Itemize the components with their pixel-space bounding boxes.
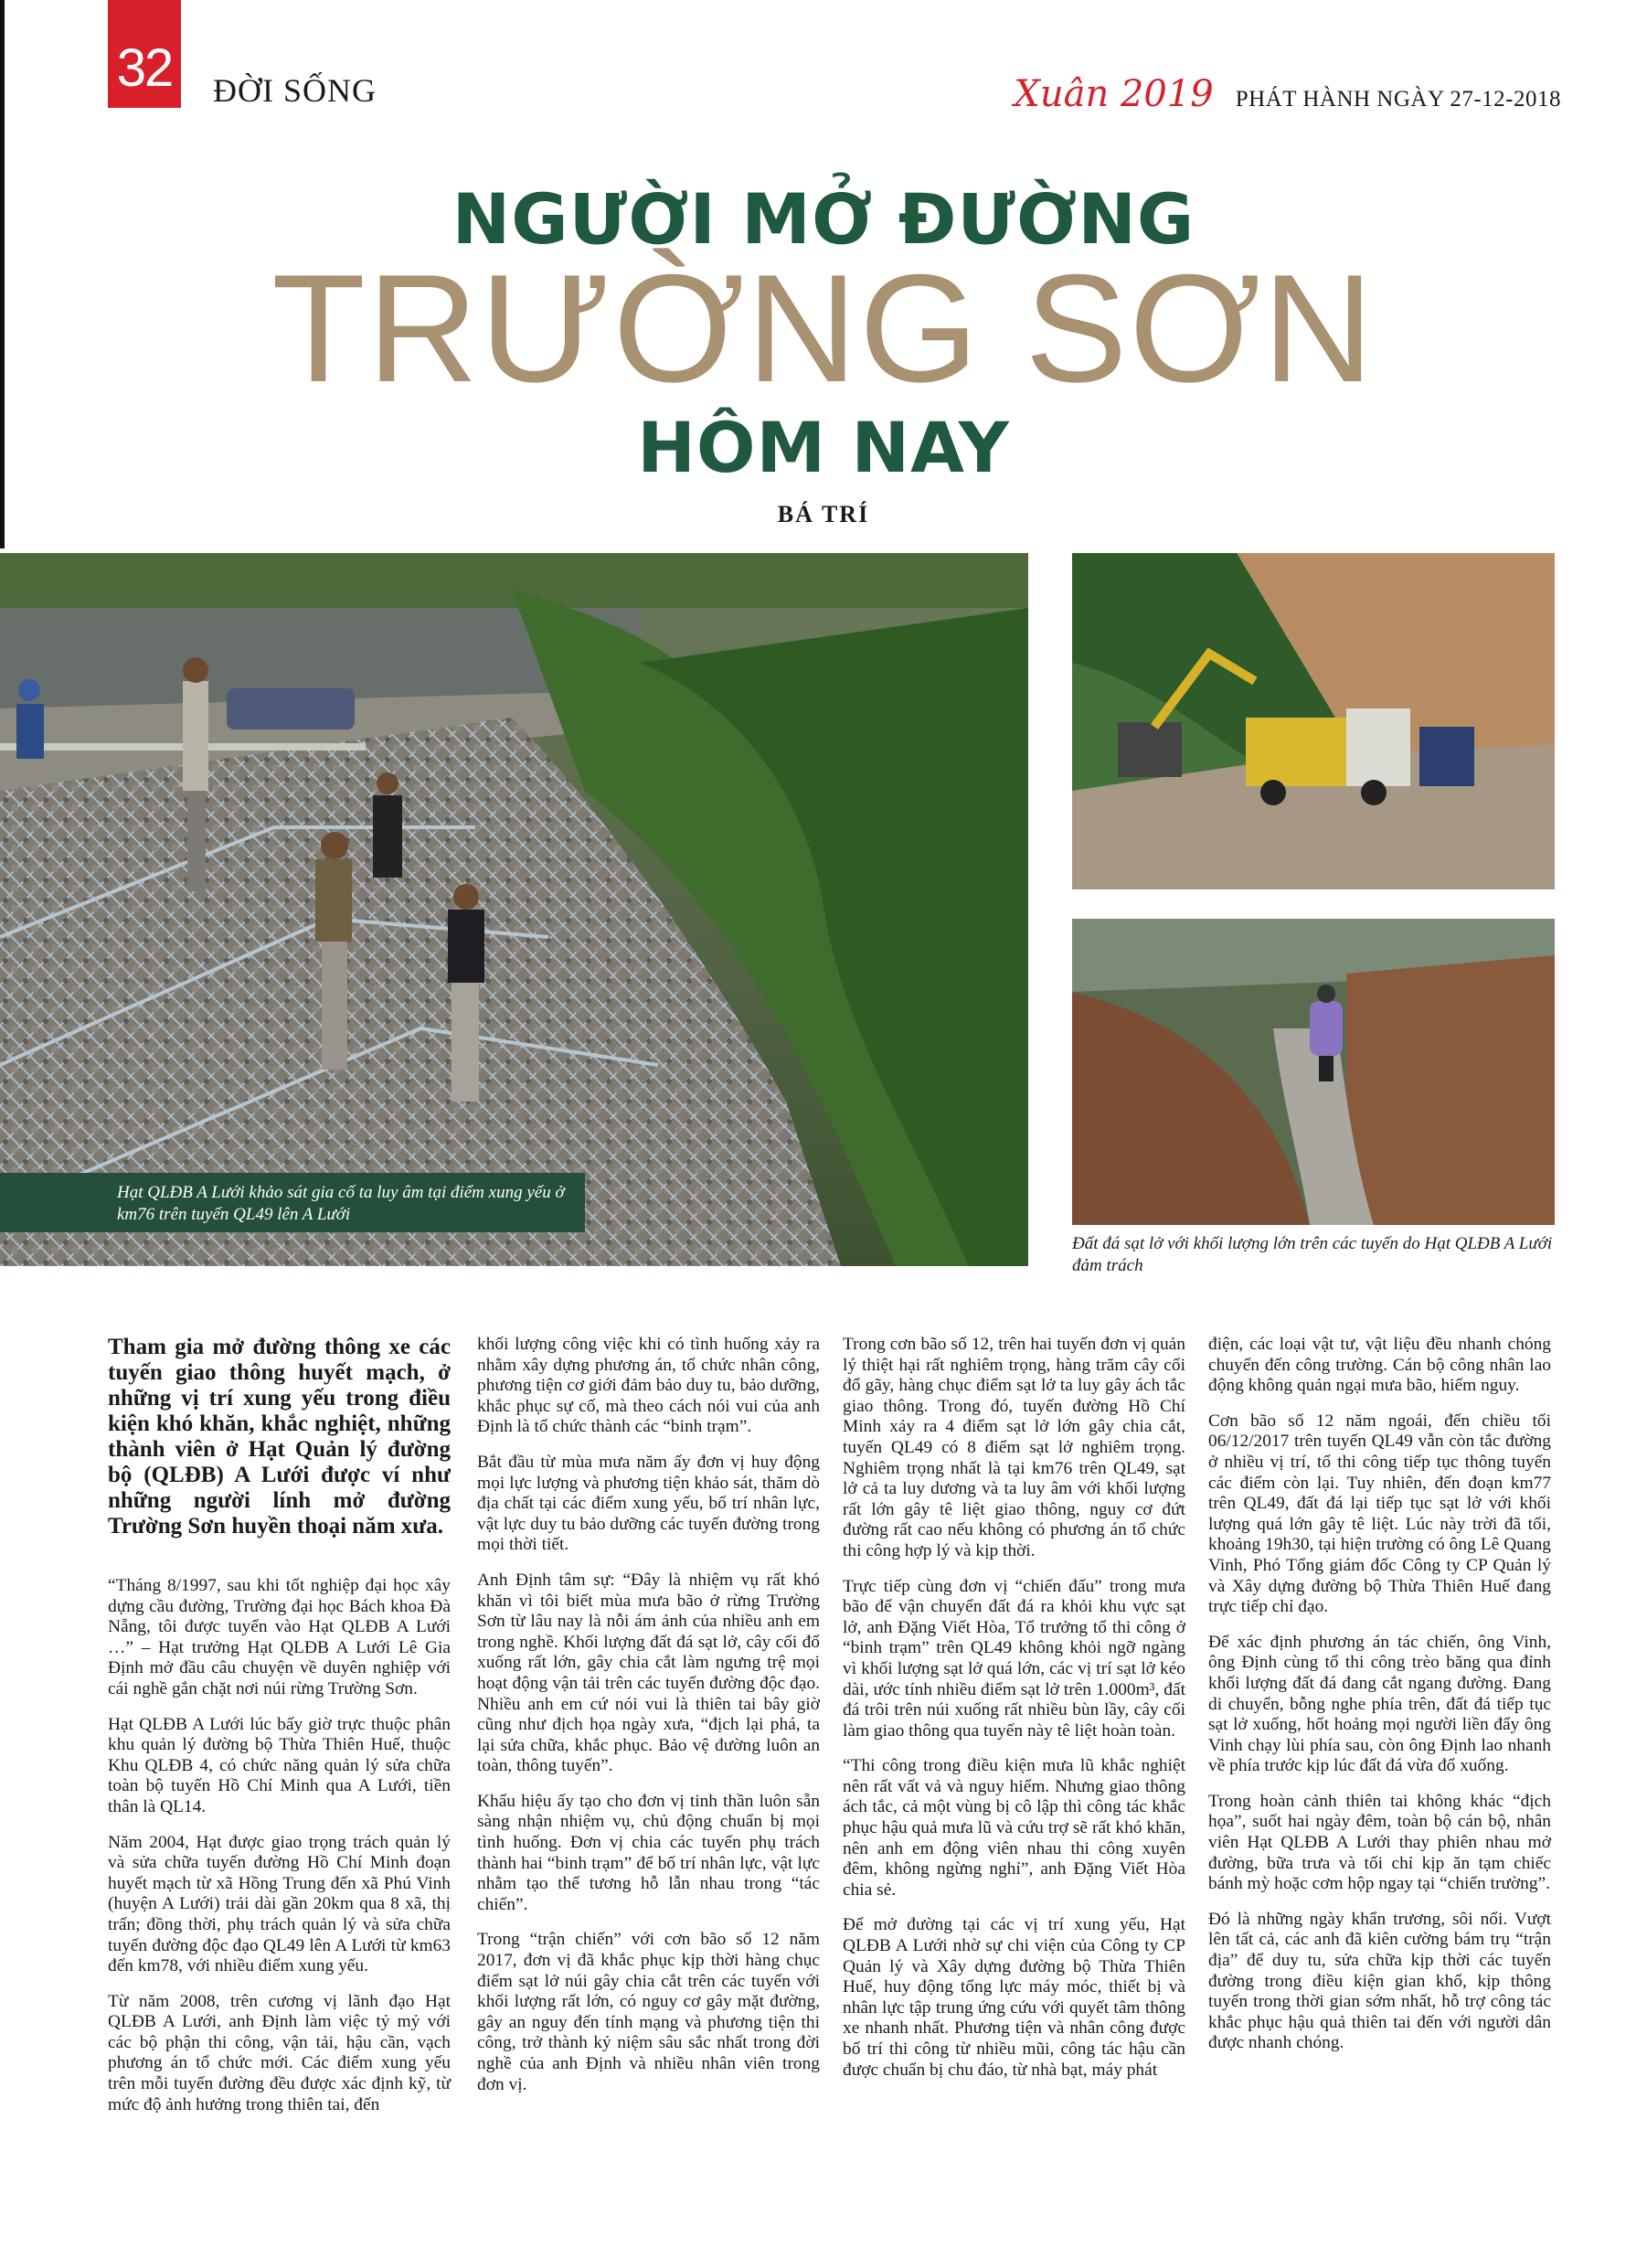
side-photo-landslide-trucks bbox=[1072, 553, 1555, 889]
paragraph: Trong hoàn cảnh thiên tai không khác “địch họa”, suốt hai ngày đêm, toàn bộ cán bộ, nhân viên Hạt QLĐB A Lưới thay phiên nhau mở đường, bữa trưa và tối chỉ kịp ăn tạm chiếc bánh mỳ hoặc cơm hộp ngay tại “chiến trường”. bbox=[1208, 1791, 1551, 1894]
paragraph: Bắt đầu từ mùa mưa năm ấy đơn vị huy động mọi lực lượng và phương tiện khảo sát, thăm dò địa chất tại các điểm xung yếu, bố trí nhân lực, vật lực duy tu bảo dưỡng các tuyến đường trong mọi thời tiết. bbox=[477, 1452, 820, 1555]
main-photo bbox=[0, 553, 1028, 1266]
paragraph: “Thi công trong điều kiện mưa lũ khắc nghiệt nên rất vất vả và nguy hiểm. Nhưng giao thông ách tắc, cả một vùng bị cô lập thì công tác khắc phục hậu quả mưa lũ và cứu trợ sẽ rất khó khăn, nên anh em động viên nhau thi công xuyên đêm, không ngừng nghỉ”, anh Đặng Viết Hòa chia sẻ. bbox=[843, 1756, 1185, 1900]
paragraph: Để xác định phương án tác chiến, ông Vinh, ông Định cùng tổ thi công trèo băng qua đỉnh khối lượng đất đá đang cắt ngang đường. Đang di chuyển, bỗng nghe phía trên, đất đá tiếp tục sạt lở xuống, hốt hoảng mọi người liền đẩy ông Vinh chạy lùi phía sau, còn ông Định lao nhanh về phía trước kịp lúc đất đá vừa đổ xuống. bbox=[1208, 1632, 1551, 1776]
article-column-4 bbox=[1208, 1335, 1551, 2069]
side-photos-caption: Đất đá sạt lở với khối lượng lớn trên các tuyến do Hạt QLĐB A Lưới đảm trách bbox=[1072, 1234, 1553, 1275]
article-column-3 bbox=[843, 1335, 1185, 2095]
headline-line-2: TRƯỜNG SƠN bbox=[271, 242, 1376, 414]
issue-brand: Xuân 2019 bbox=[1014, 73, 1214, 115]
paragraph: Cơn bão số 12 năm ngoái, đến chiều tối 06/12/2017 trên tuyến QL49 vẫn còn tắc đường ở nhiều vị trí, tổ thi công tiếp tục thông tuyến các điểm còn lại. Tuy nhiên, đến đoạn km77 trên QL49, đất đá lại tiếp tục sạt lở với khối lượng quá lớn gây tê liệt. Lúc này trời đã tối, khoảng 19h30, tại hiện trường có ông Lê Quang Vinh, Phó Tổng giám đốc Công ty CP Quản lý và Xây dựng đường bộ Thừa Thiên Huế đang trực tiếp chỉ đạo. bbox=[1208, 1411, 1551, 1617]
issue-date: PHÁT HÀNH NGÀY 27-12-2018 bbox=[1235, 87, 1561, 112]
paragraph: Từ năm 2008, trên cương vị lãnh đạo Hạt QLĐB A Lưới, anh Định làm việc tỷ mỷ với các bộ phận thi công, vận tải, hậu cần, vạch phương án tổ chức mới. Các điểm xung yếu trên mỗi tuyến đường đều được xác định kỹ, từ mức độ ảnh hưởng trong thiên tai, đến bbox=[108, 1991, 451, 2114]
paragraph: Anh Định tâm sự: “Đây là nhiệm vụ rất khó khăn vì tôi biết mùa mưa bão ở rừng Trường Sơn từ lâu nay là nỗi ám ảnh của nhiều anh em trong nghề. Khối lượng đất đá sạt lở, cây cối đổ xuống rất lớn, gây chia cắt làm ngưng trệ mọi hoạt động vận tải trên các tuyến đường độc đạo. Nhiều anh em cứ nói vui là thiên tai bây giờ cũng như địch họa ngày xưa, “địch lại phá, ta lại sửa chữa, khắc phục. Bảo vệ đường luôn an toàn, thông tuyến”. bbox=[477, 1570, 820, 1776]
paragraph: Hạt QLĐB A Lưới lúc bấy giờ trực thuộc phân khu quản lý đường bộ Thừa Thiên Huế, thuộc Khu QLĐB 4, có chức năng quản lý sửa chữa toàn bộ tuyến Hồ Chí Minh qua A Lưới, tiền thân là QL14. bbox=[108, 1714, 451, 1816]
paragraph: Khẩu hiệu ấy tạo cho đơn vị tinh thần luôn sẵn sàng nhận nhiệm vụ, chủ động chuẩn bị mọi tình huống. Đơn vị chia các tuyến phụ trách thành hai “binh trạm” để bố trí nhân lực, vật lực nhằm tạo thế tương hỗ lẫn nhau trong “tác chiến”. bbox=[477, 1791, 820, 1914]
section-label: ĐỜI SỐNG bbox=[213, 72, 377, 109]
headline-line-3: HÔM NAY bbox=[637, 407, 1010, 488]
paragraph: khối lượng công việc khi có tình huống xảy ra nhằm xây dựng phương án, tổ chức nhân công, phương tiện cơ giới đảm bảo duy tu, bảo dưỡng, khắc phục sự cố, mà theo cách nói vui của anh Định là tổ chức thành các “binh trạm”. bbox=[477, 1335, 820, 1437]
headline-line-1: NGƯỜI MỞ ĐƯỜNG bbox=[452, 178, 1195, 260]
byline: BÁ TRÍ bbox=[777, 501, 870, 527]
page-number: 32 bbox=[108, 0, 181, 108]
main-photo-caption: Hạt QLĐB A Lưới khảo sát gia cố ta luy âm tại điểm xung yếu ở km76 trên tuyến QL49 lên A Lưới bbox=[0, 1173, 585, 1232]
paragraph: điện, các loại vật tư, vật liệu đều nhanh chóng chuyển đến công trường. Cán bộ công nhân lao động không quản ngại mưa bão, hiểm nguy. bbox=[1208, 1335, 1551, 1396]
side-photo-muddy-road bbox=[1072, 919, 1555, 1225]
paragraph: Để mở đường tại các vị trí xung yếu, Hạt QLĐB A Lưới nhờ sự chi viện của Công ty CP Quản lý và Xây dựng đường bộ Thừa Thiên Huế, huy động tổng lực máy móc, thiết bị và nhân lực tập trung ứng cứu với quyết tâm thông xe nhanh nhất. Phương tiện và nhân công được bố trí thi công từ nhiều mũi, công tác hậu cần được chuẩn bị chu đáo, từ nhà bạt, máy phát bbox=[843, 1915, 1185, 2080]
article-lead: Tham gia mở đường thông xe các tuyến giao thông huyết mạch, ở những vị trí xung yếu trong điều kiện khó khăn, khắc nghiệt, những thành viên ở Hạt Quản lý đường bộ (QLĐB) A Lưới được ví như những người lính mở đường Trường Sơn huyền thoại năm xưa. bbox=[108, 1335, 451, 1539]
paragraph: Trong cơn bão số 12, trên hai tuyến đơn vị quản lý thiệt hại rất nghiêm trọng, hàng trăm cây cối đổ gãy, hàng chục điểm sạt lở ta luy gây ách tắc giao thông. Trong đó, tuyến đường Hồ Chí Minh xảy ra 4 điểm sạt lở lớn gây chia cắt, tuyến QL49 có 8 điểm sạt lở nghiêm trọng. Nghiêm trọng nhất là tại km76 trên QL49, sạt lở cả ta luy dương và ta luy âm với khối lượng rất lớn gây tê liệt giao thông, nguy cơ đứt đường rất cao nếu không có phương án tổ chức thi công hợp lý và kịp thời. bbox=[843, 1335, 1185, 1560]
paragraph: Đó là những ngày khẩn trương, sôi nổi. Vượt lên tất cả, các anh đã kiên cường bám trụ “trận địa” để duy tu, sửa chữa kịp thời các tuyến đường trong điều kiện gian khổ, kịp thông tuyến trong thời gian sớm nhất, hỗ trợ công tác khắc phục hậu quả thiên tai đến với người dân được nhanh chóng. bbox=[1208, 1909, 1551, 2053]
paragraph: Trực tiếp cùng đơn vị “chiến đấu” trong mưa bão để vận chuyển đất đá ra khỏi khu vực sạt lở, anh Đặng Viết Hòa, Tổ trưởng tổ thi công ở “binh trạm” trên QL49 không khỏi ngỡ ngàng vì khối lượng sạt lở quá lớn, các vị trí sạt lở kéo dài, ước tính nhiều điểm sạt lở trên 1.000m³, đất đá trôi trên núi xuống rất nhiều bùn lầy, cây cối làm giao thông qua tuyến này tê liệt hoàn toàn. bbox=[843, 1576, 1185, 1741]
paragraph: Trong “trận chiến” với cơn bão số 12 năm 2017, đơn vị đã khắc phục kịp thời hàng chục điểm sạt lở núi gây chia cắt trên các tuyến với khối lượng rất lớn, có nguy cơ gây mặt đường, gây an nguy đến tính mạng và phương tiện thi công, trở thành kỷ niệm sâu sắc nhất trong đời nghề của anh Định và nhiều nhân viên trong đơn vị. bbox=[477, 1930, 820, 2094]
paragraph: Năm 2004, Hạt được giao trọng trách quản lý và sửa chữa tuyến đường Hồ Chí Minh đoạn huyết mạch từ xã Hồng Trung đến xã Phú Vinh (huyện A Lưới) trải dài gần 20km qua 8 xã, thị trấn; đồng thời, phụ trách quản lý và sửa chữa tuyến đường độc đạo QL49 lên A Lưới từ km63 đến km78, với nhiều điểm xung yếu. bbox=[108, 1832, 451, 1976]
issue-info bbox=[1014, 73, 1561, 115]
article-column-2 bbox=[477, 1335, 820, 2110]
article-column-1 bbox=[108, 1335, 451, 2130]
paragraph: “Tháng 8/1997, sau khi tốt nghiệp đại học xây dựng cầu đường, Trường đại học Bách khoa Đà Nẵng, tôi được tuyển vào Hạt QLĐB A Lưới …” – Hạt trưởng Hạt QLĐB A Lưới Lê Gia Định mở đầu câu chuyện về duyên nghiệp với cái nghề gắn chặt nơi núi rừng Trường Sơn. bbox=[108, 1576, 451, 1698]
